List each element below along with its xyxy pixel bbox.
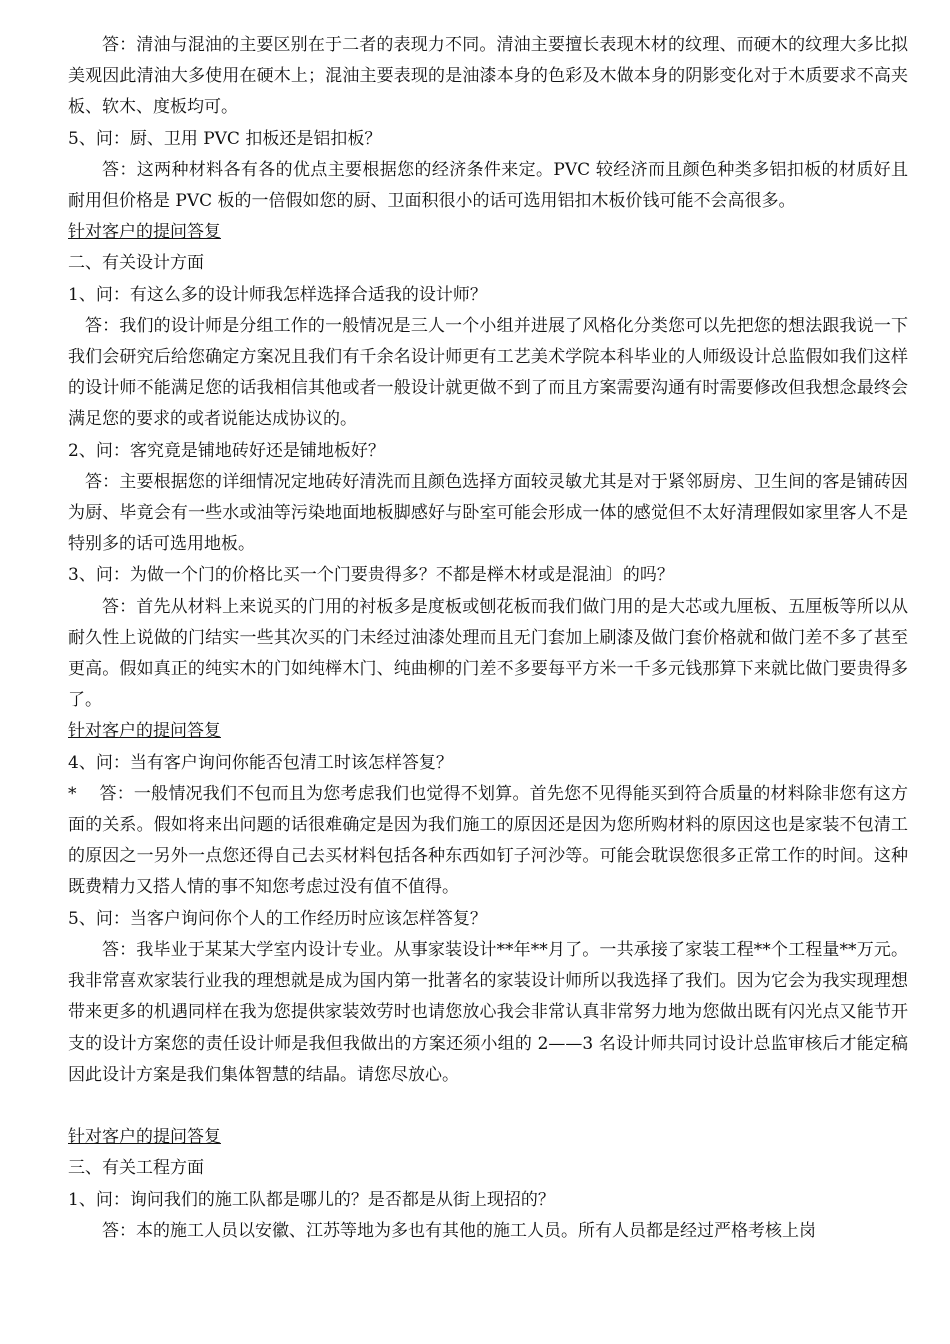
answer-paragraph: 答：主要根据您的详细情况定地砖好清洗而且颜色选择方面较灵敏尤其是对于紧邻厨房、卫生间的客是铺砖因为厨、毕竟会有一些水或油等污染地面地板脚感好与卧室可能会形成一体的感觉但不太好清理假如家里客人不是特别多的话可选用地板。	[68, 471, 908, 555]
answer-paragraph: 答：本的施工人员以安徽、江苏等地为多也有其他的施工人员。所有人员都是经过严格考核上岗	[102, 1220, 816, 1241]
section-heading: 三、有关工程方面	[68, 1158, 204, 1179]
question-line: 1、问：询问我们的施工队都是哪儿的？是否都是从街上现招的？	[68, 1189, 555, 1210]
section-heading: 二、有关设计方面	[68, 253, 204, 274]
section-link-heading[interactable]: 针对客户的提问答复	[68, 222, 221, 243]
answer-paragraph: 答：清油与混油的主要区别在于二者的表现力不同。清油主要擅长表现木材的纹理、而硬木的纹理大多比拟美观因此清油大多使用在硬木上；混油主要表现的是油漆本身的色彩及木做本身的阴影变化对于木质要求不高夹板、软木、度板均可。	[68, 35, 908, 118]
document-page	[68, 30, 908, 1247]
answer-paragraph: 答：首先从材料上来说买的门用的衬板多是度板或刨花板而我们做门用的是大芯或九厘板、五厘板等所以从耐久性上说做的门结实一些其次买的门未经过油漆处理而且无门套加上刷漆及做门套价格就和做门差不多了甚至更高。假如真正的纯实木的门如纯榉木门、纯曲柳的门差不多要每平方米一千多元钱那算下来就比做门要贵得多了。	[68, 596, 908, 711]
answer-paragraph: 答：我毕业于某某大学室内设计专业。从事家装设计**年**月了。一共承接了家装工程**个工程量**万元。我非常喜欢家装行业我的理想就是成为国内第一批著名的家装设计师所以我选择了我们。因为它会为我实现理想带来更多的机遇同样在我为您提供家装效劳时也请您放心我会非常认真非常努力地为您做出既有闪光点又能节开支的设计方案您的责任设计师是我但我做出的方案还须小组的 2——3 名设计师共同讨设计总监审核后才能定稿因此设计方案是我们集体智慧的结晶。请您尽放心。	[68, 939, 908, 1085]
question-line: 2、问：客究竟是铺地砖好还是铺地板好？	[68, 440, 385, 461]
question-line: 4、问：当有客户询问你能否包清工时该怎样答复？	[68, 752, 453, 773]
answer-paragraph: 答：我们的设计师是分组工作的一般情况是三人一个小组并进展了风格化分类您可以先把您的想法跟我说一下我们会研究后给您确定方案况且我们有千余名设计师更有工艺美术学院本科毕业的人师级设计总监假如我们这样的设计师不能满足您的话我相信其他或者一般设计就更做不到了而且方案需要沟通有时需要修改但我想念最终会满足您的要求的或者说能达成协议的。	[68, 315, 908, 430]
question-line: 5、问：厨、卫用 PVC 扣板还是铝扣板？	[68, 128, 382, 149]
answer-paragraph: * 答：一般情况我们不包而且为您考虑我们也觉得不划算。首先您不见得能买到符合质量的材料除非您有这方面的关系。假如将来出问题的话很难确定是因为我们施工的原因还是因为您所购材料的原因这也是家装不包清工的原因之一另外一点您还得自己去买材料包括各种东西如钉子河沙等。可能会耽误您很多正常工作的时间。这种既费精力又搭人情的事不知您考虑过没有值不值得。	[68, 783, 908, 898]
question-line: 1、问：有这么多的设计师我怎样选择合适我的设计师？	[68, 284, 487, 305]
section-link-heading[interactable]: 针对客户的提问答复	[68, 721, 221, 742]
question-line: 3、问：为做一个门的价格比买一个门要贵得多？不都是榉木材或是混油〕的吗？	[68, 565, 674, 586]
blank-line	[68, 1091, 908, 1122]
question-line: 5、问：当客户询问你个人的工作经历时应该怎样答复？	[68, 908, 487, 929]
answer-paragraph: 答：这两种材料各有各的优点主要根据您的经济条件来定。PVC 较经济而且颜色种类多铝扣板的材质好且耐用但价格是 PVC 板的一倍假如您的厨、卫面积很小的话可选用铝扣木板价钱可能不会高很多。	[68, 159, 908, 212]
section-link-heading[interactable]: 针对客户的提问答复	[68, 1127, 221, 1148]
